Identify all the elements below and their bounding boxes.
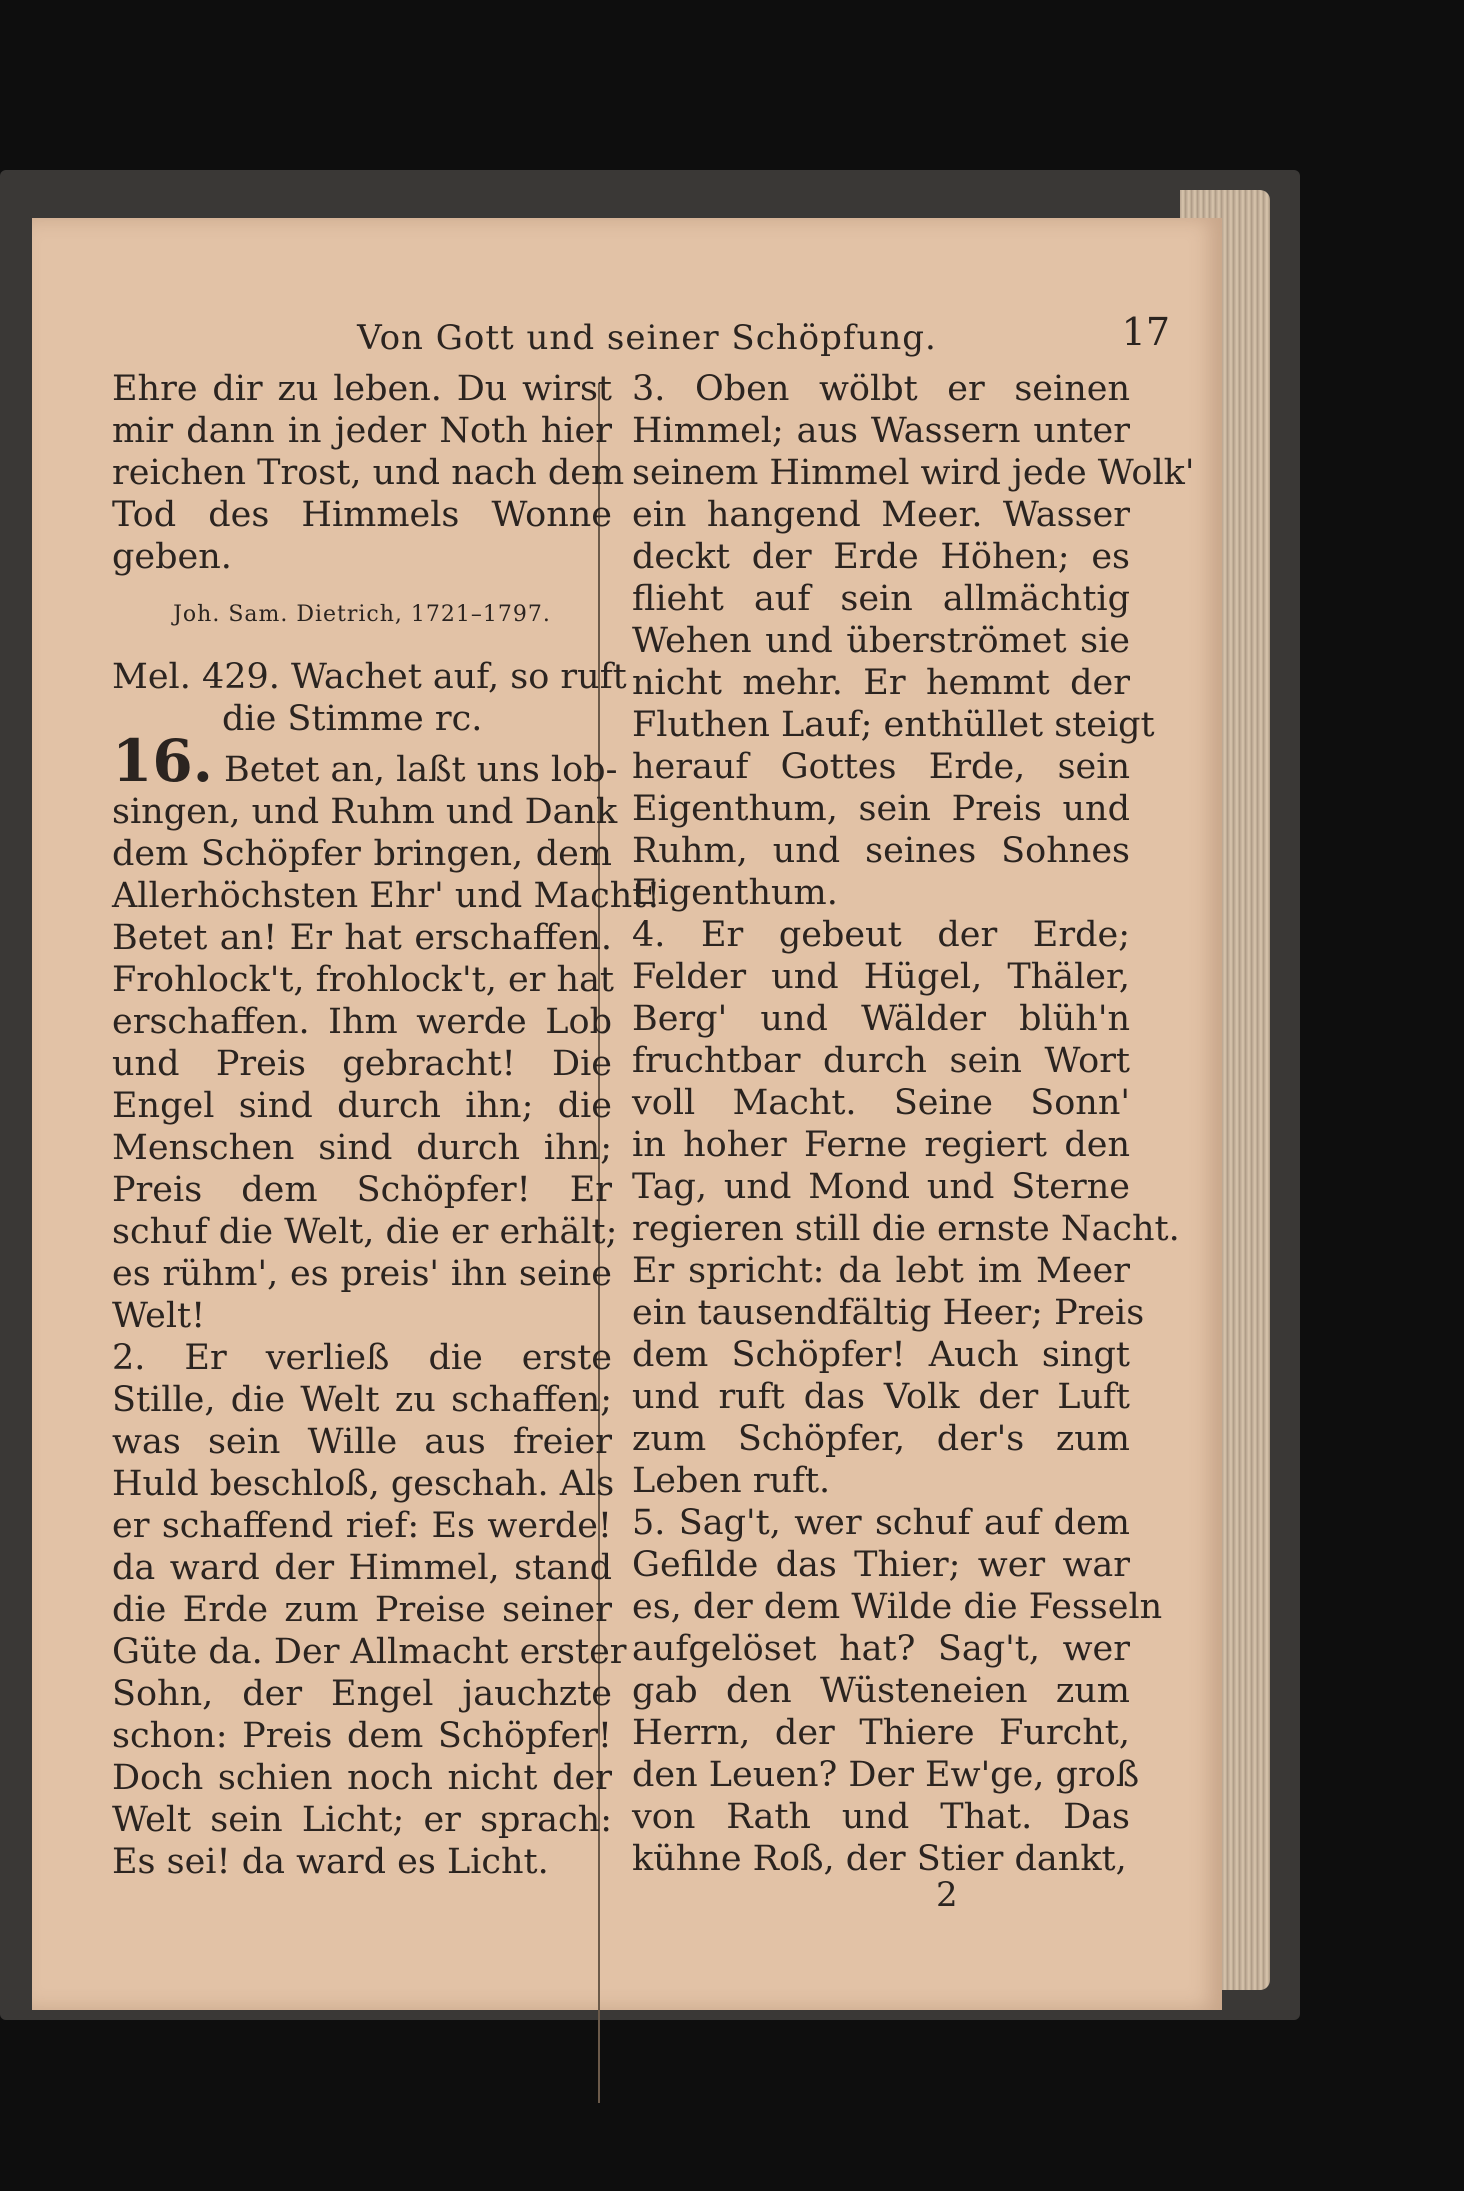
page-number: 17	[1121, 310, 1170, 354]
text-line: Eigenthum.	[632, 873, 838, 913]
text-line: fruchtbar durch sein Wort	[632, 1041, 1130, 1081]
text-line: es rühm', es preis' ihn seine	[112, 1254, 612, 1294]
text-line: singen, und Ruhm und Dank	[112, 792, 618, 832]
text-line: kühne Roß, der Stier dankt,	[632, 1839, 1127, 1879]
text-line: schuf die Welt, die er erhält;	[112, 1212, 618, 1252]
text-line: Tag, und Mond und Sterne	[632, 1167, 1130, 1207]
text-line: die Erde zum Preise seiner	[112, 1590, 612, 1630]
text-line: zum Schöpfer, der's zum	[632, 1419, 1130, 1459]
text-line: Allerhöchsten Ehr' und Macht!	[112, 876, 661, 916]
text-line: Ruhm, und seines Sohnes	[632, 831, 1130, 871]
text-line: Es sei! da ward es Licht.	[112, 1842, 549, 1882]
signature-mark: 2	[936, 1875, 958, 1915]
text-line: dem Schöpfer bringen, dem	[112, 834, 612, 874]
text-line: von Rath und That. Das	[632, 1797, 1130, 1837]
hymn-number: 16.	[112, 727, 213, 795]
text-line: 4. Er gebeut der Erde;	[632, 915, 1130, 955]
text-line: mir dann in jeder Noth hier	[112, 411, 612, 451]
right-column	[632, 368, 1195, 1880]
text-line: Himmel; aus Wassern unter	[632, 411, 1130, 451]
text-line: und Preis gebracht! Die	[112, 1044, 612, 1084]
text-line: den Leuen? Der Ew'ge, groß	[632, 1755, 1140, 1795]
text-line: ein tausendfältig Heer; Preis	[632, 1293, 1145, 1333]
text-line: in hoher Ferne regiert den	[632, 1125, 1130, 1165]
running-head	[32, 310, 1222, 370]
left-column	[112, 368, 661, 1883]
text-line: voll Macht. Seine Sonn'	[632, 1083, 1130, 1123]
text-line: Fluthen Lauf; enthüllet steigt	[632, 705, 1155, 745]
text-line: Ehre dir zu leben. Du wirst	[112, 369, 612, 409]
text-line: Herrn, der Thiere Furcht,	[632, 1713, 1130, 1753]
text-line: da ward der Himmel, stand	[112, 1548, 612, 1588]
text-line: geben.	[112, 537, 232, 577]
hymn-16-first-line-text: Betet an, laßt uns lob-	[224, 750, 618, 790]
text-line: gab den Wüsteneien zum	[632, 1671, 1130, 1711]
text-line: Berg' und Wälder blüh'n	[632, 999, 1130, 1039]
text-line: Güte da. Der Allmacht erster	[112, 1632, 627, 1672]
text-line: Tod des Himmels Wonne	[112, 495, 612, 535]
book-page	[32, 218, 1222, 2010]
text-line: aufgelöset hat? Sag't, wer	[632, 1629, 1130, 1669]
text-line: Gefilde das Thier; wer war	[632, 1545, 1130, 1585]
text-line: es, der dem Wilde die Fesseln	[632, 1587, 1163, 1627]
text-line: deckt der Erde Höhen; es	[632, 537, 1130, 577]
text-line: und ruft das Volk der Luft	[632, 1377, 1130, 1417]
text-line: Felder und Hügel, Thäler,	[632, 957, 1130, 997]
author-attribution: Joh. Sam. Dietrich, 1721–1797.	[173, 602, 551, 627]
text-line: reichen Trost, und nach dem	[112, 453, 625, 493]
text-line: 5. Sag't, wer schuf auf dem	[632, 1503, 1130, 1543]
text-line: 2. Er verließ die erste	[112, 1338, 612, 1378]
text-line: er schaffend rief: Es werde!	[112, 1506, 612, 1546]
text-line: Engel sind durch ihn; die	[112, 1086, 612, 1126]
text-line: Frohlock't, frohlock't, er hat	[112, 960, 614, 1000]
text-line: Stille, die Welt zu schaffen;	[112, 1380, 612, 1420]
text-line: herauf Gottes Erde, sein	[632, 747, 1130, 787]
text-line: dem Schöpfer! Auch singt	[632, 1335, 1130, 1375]
hymn-16-continued	[632, 368, 1195, 1880]
text-line: Eigenthum, sein Preis und	[632, 789, 1130, 829]
text-line: Menschen sind durch ihn;	[112, 1128, 612, 1168]
text-line: schon: Preis dem Schöpfer!	[112, 1716, 612, 1756]
text-line: ein hangend Meer. Wasser	[632, 495, 1130, 535]
text-line: Er spricht: da lebt im Meer	[632, 1251, 1130, 1291]
text-line: nicht mehr. Er hemmt der	[632, 663, 1130, 703]
text-line: Welt!	[112, 1296, 206, 1336]
text-line: was sein Wille aus freier	[112, 1422, 612, 1462]
melody-reference: Mel. 429. Wachet auf, so ruft	[112, 657, 627, 697]
running-head-title: Von Gott und seiner Schöpfung.	[357, 318, 937, 358]
hymn-16-text	[112, 791, 661, 1883]
hymn-15-ending	[112, 368, 625, 578]
text-line: Leben ruft.	[632, 1461, 831, 1501]
text-line: Huld beschloß, geschah. Als	[112, 1464, 615, 1504]
hymn-16-first-line	[112, 727, 618, 795]
text-line: 3. Oben wölbt er seinen	[632, 369, 1130, 409]
text-line: Preis dem Schöpfer! Er	[112, 1170, 612, 1210]
text-line: Welt sein Licht; er sprach:	[112, 1800, 612, 1840]
text-line: seinem Himmel wird jede Wolk'	[632, 453, 1195, 493]
melody-reference-continued: die Stimme rc.	[222, 699, 483, 739]
text-line: Betet an! Er hat erschaffen.	[112, 918, 612, 958]
text-line: Doch schien noch nicht der	[112, 1758, 612, 1798]
text-line: erschaffen. Ihm werde Lob	[112, 1002, 612, 1042]
text-line: flieht auf sein allmächtig	[632, 579, 1130, 619]
text-line: regieren still die ernste Nacht.	[632, 1209, 1180, 1249]
text-line: Sohn, der Engel jauchzte	[112, 1674, 612, 1714]
text-line: Wehen und überströmet sie	[632, 621, 1130, 661]
